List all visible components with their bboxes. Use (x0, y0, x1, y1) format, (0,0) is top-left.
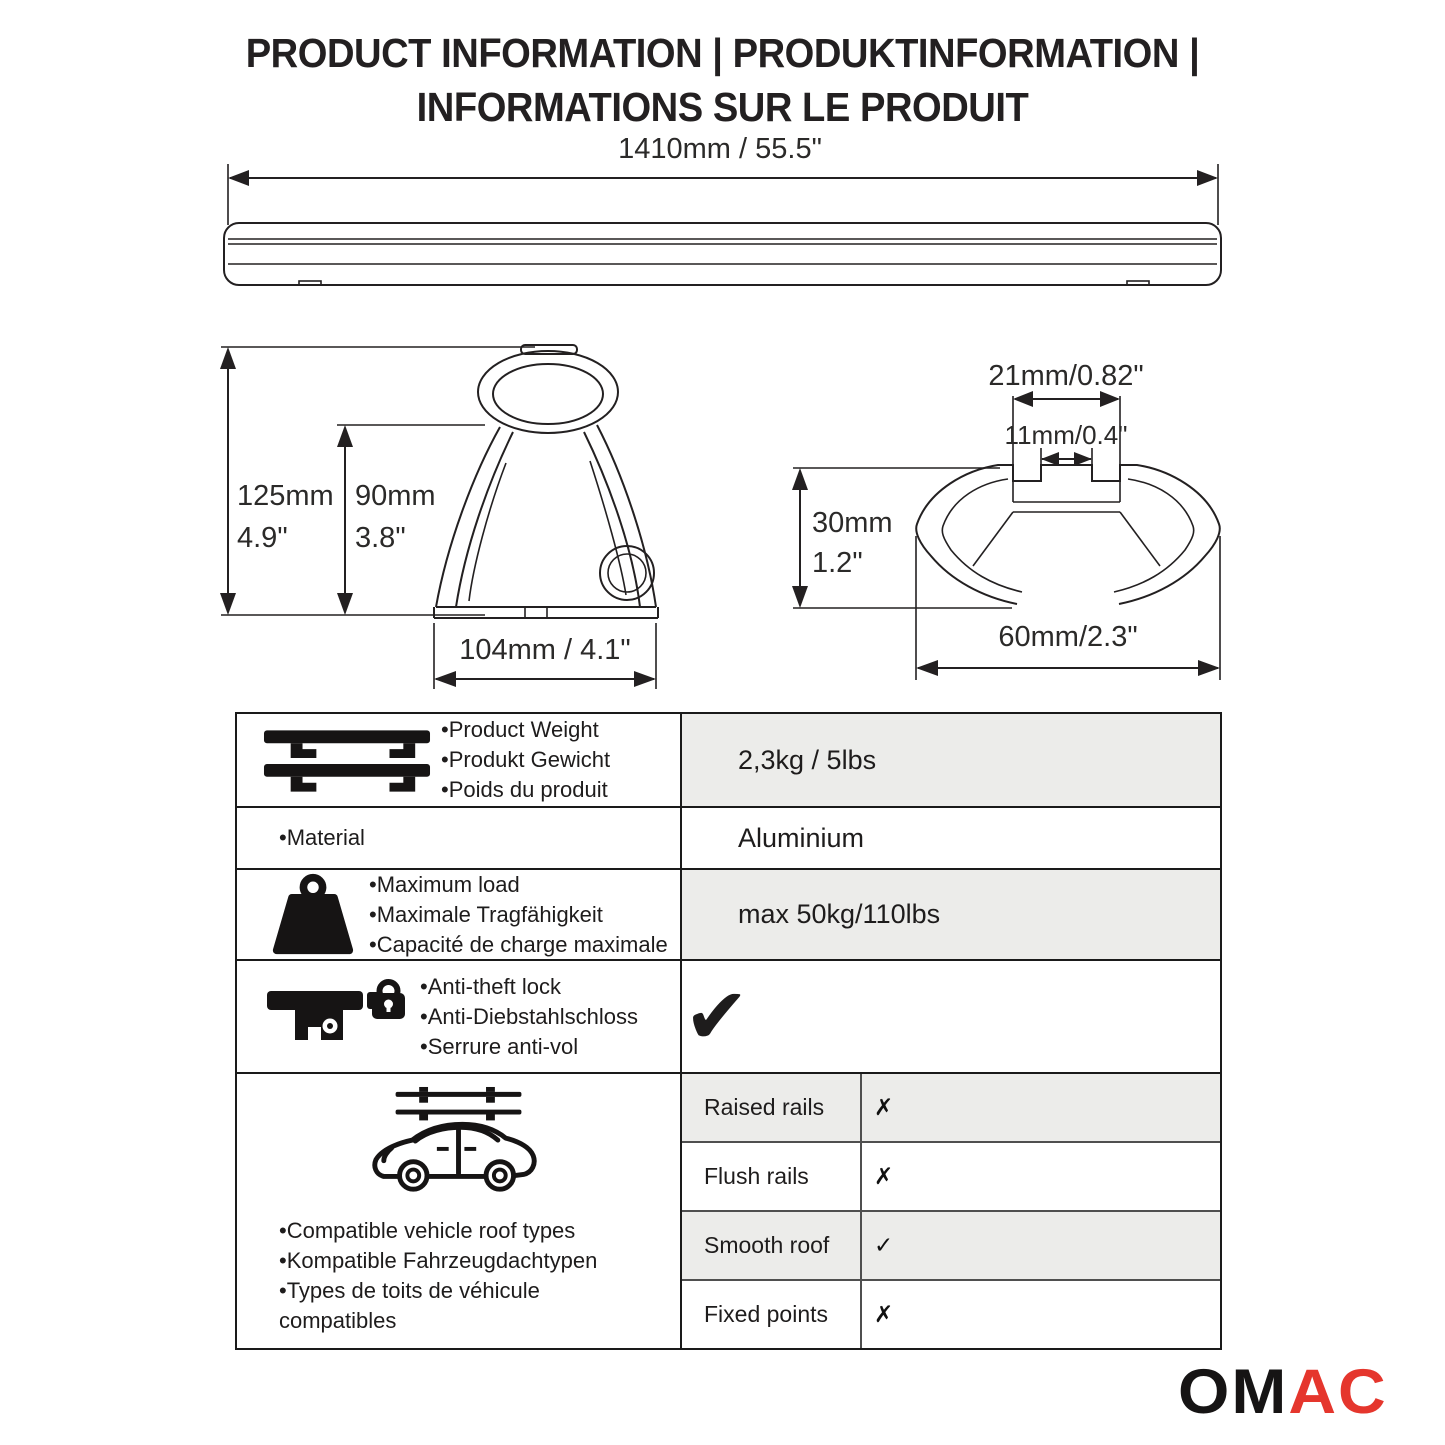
anti-theft-labels (420, 972, 638, 1062)
smooth-roof-mark: ✓ (874, 1232, 894, 1259)
raised-rails-mark: ✗ (874, 1094, 894, 1121)
label-anti-theft-fr: •Serrure anti-vol (420, 1033, 579, 1059)
flush-rails-mark: ✗ (874, 1163, 894, 1190)
page-title-line2: INFORMATIONS SUR LE PRODUIT (416, 84, 1029, 131)
label-product-weight-fr: •Poids du produit (441, 777, 608, 802)
label-anti-theft-de: •Anti-Diebstahlschloss (420, 1003, 639, 1029)
foot-inner-height-in: 3.8" (355, 522, 406, 554)
page-title-line1: PRODUCT INFORMATION | PRODUKTINFORMATION | (245, 30, 1200, 76)
profile-height-mm: 30mm (812, 507, 893, 539)
max-load-label-cell (237, 870, 680, 959)
subrow-smooth-roof (682, 1210, 1220, 1279)
foot-inner-height-mm: 90mm (355, 480, 436, 512)
material-value: Aluminium (680, 808, 1220, 868)
roof-types-subtable (680, 1074, 1220, 1348)
raised-rails-label: Raised rails (682, 1074, 862, 1141)
crossbar-length-diagram (215, 130, 1235, 295)
foot-total-height-mm: 125mm (237, 480, 334, 512)
material-labels (279, 823, 365, 853)
profile-outer-slot-label: 21mm/0.82" (988, 360, 1144, 392)
subrow-flush-rails (682, 1141, 1220, 1210)
omac-logo (1178, 1355, 1388, 1427)
label-material: •Material (279, 825, 365, 850)
anti-theft-label-cell (237, 961, 680, 1072)
table-row-product-weight (237, 714, 1220, 806)
weight-icon (269, 872, 357, 958)
label-product-weight-de: •Produkt Gewicht (441, 747, 611, 772)
label-anti-theft-en: •Anti-theft lock (420, 973, 561, 999)
omac-logo-black: OM (1178, 1355, 1289, 1427)
fixed-points-mark: ✗ (874, 1301, 894, 1328)
bar-length-label: 1410mm / 55.5" (618, 133, 822, 165)
anti-theft-value (680, 961, 1220, 1072)
smooth-roof-label: Smooth roof (682, 1212, 862, 1279)
car-roof-icon (368, 1086, 550, 1202)
table-row-anti-theft (237, 959, 1220, 1072)
table-row-material (237, 806, 1220, 868)
label-max-load-en: •Maximum load (369, 871, 520, 897)
foot-width-label: 104mm / 4.1" (459, 634, 631, 666)
profile-width-label: 60mm/2.3" (998, 621, 1138, 653)
foot-drawing (434, 345, 658, 618)
product-weight-labels (441, 715, 610, 805)
table-row-roof-types (237, 1072, 1220, 1348)
table-row-max-load (237, 868, 1220, 959)
bar-profile-diagram (770, 340, 1260, 690)
anti-theft-lock-icon (265, 977, 410, 1057)
omac-logo-red: AC (1288, 1355, 1388, 1427)
label-max-load-fr: •Capacité de charge maximale (369, 931, 668, 957)
label-roof-types-de: •Kompatible Fahrzeugdachtypen (279, 1248, 598, 1273)
label-roof-types-fr: •Types de toits de véhicule compatibles (279, 1278, 540, 1333)
roof-types-label-cell (237, 1074, 680, 1348)
max-load-value: max 50kg/110lbs (680, 870, 1220, 959)
subrow-raised-rails (682, 1074, 1220, 1141)
roof-types-labels (279, 1216, 624, 1336)
foot-total-height-in: 4.9" (237, 522, 288, 554)
fixed-points-label: Fixed points (682, 1281, 862, 1348)
max-load-labels (369, 870, 668, 960)
mounting-foot-diagram (185, 335, 725, 705)
page-title (51, 26, 1395, 134)
material-label-cell (237, 808, 680, 868)
label-max-load-de: •Maximale Tragfähigkeit (369, 901, 603, 927)
product-weight-value: 2,3kg / 5lbs (680, 714, 1220, 806)
label-roof-types-en: •Compatible vehicle roof types (279, 1218, 576, 1243)
crossbar-drawing (224, 223, 1221, 285)
bar-dimension-line (228, 164, 1218, 225)
check-mark: ✔ (684, 971, 750, 1062)
spec-table (235, 712, 1222, 1350)
profile-height-in: 1.2" (812, 547, 863, 579)
profile-drawing (916, 465, 1220, 604)
subrow-fixed-points (682, 1279, 1220, 1348)
profile-inner-slot-label: 11mm/0.4" (1004, 420, 1128, 450)
label-product-weight-en: •Product Weight (441, 717, 599, 742)
crossbars-icon (263, 726, 431, 794)
flush-rails-label: Flush rails (682, 1143, 862, 1210)
product-weight-label-cell (237, 714, 680, 806)
